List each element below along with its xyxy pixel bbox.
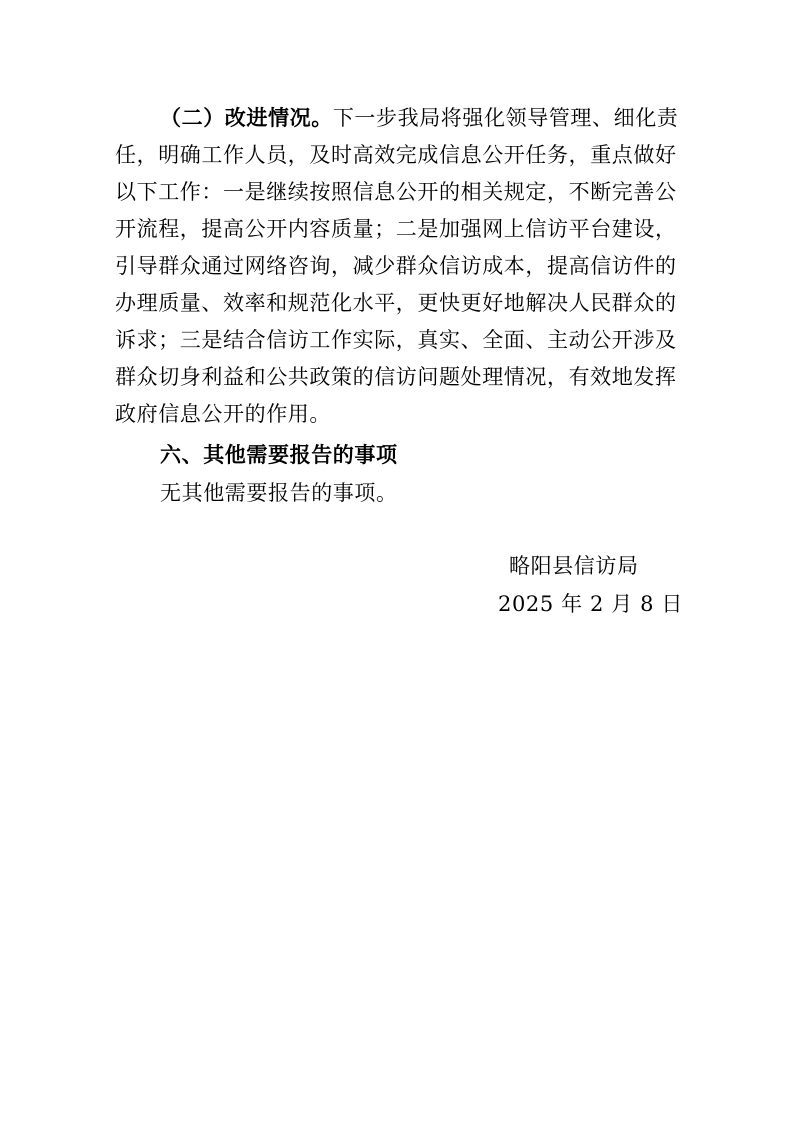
section-six-body: 无其他需要报告的事项。 <box>160 481 398 505</box>
paragraph-line-4: 开流程，提高公开内容质量；二是加强网上信访平台建设， <box>115 217 677 241</box>
paragraph-line-6: 办理质量、效率和规范化水平，更快更好地解决人民群众的 <box>115 291 677 315</box>
paragraph-line-5: 引导群众通过网络咨询，减少群众信访成本，提高信访件的 <box>115 254 677 278</box>
paragraph-line-7: 诉求；三是结合信访工作实际，真实、全面、主动公开涉及 <box>115 328 677 352</box>
signature-date: 2025 年 2 月 8 日 <box>498 592 683 616</box>
signature-org: 略阳县信访局 <box>509 554 639 578</box>
section-two-heading: （二）改进情况。 <box>160 106 333 130</box>
paragraph-line-2: 任，明确工作人员，及时高效完成信息公开任务，重点做好 <box>115 143 677 167</box>
paragraph-line-1 <box>160 106 678 130</box>
paragraph-line-3: 以下工作：一是继续按照信息公开的相关规定，不断完善公 <box>115 180 677 204</box>
section-six-heading: 六、其他需要报告的事项 <box>160 443 398 467</box>
section-two-text: 下一步我局将强化领导管理、细化责 <box>332 106 679 130</box>
paragraph-line-9: 政府信息公开的作用。 <box>115 402 331 426</box>
paragraph-line-8: 群众切身利益和公共政策的信访问题处理情况，有效地发挥 <box>115 365 677 389</box>
